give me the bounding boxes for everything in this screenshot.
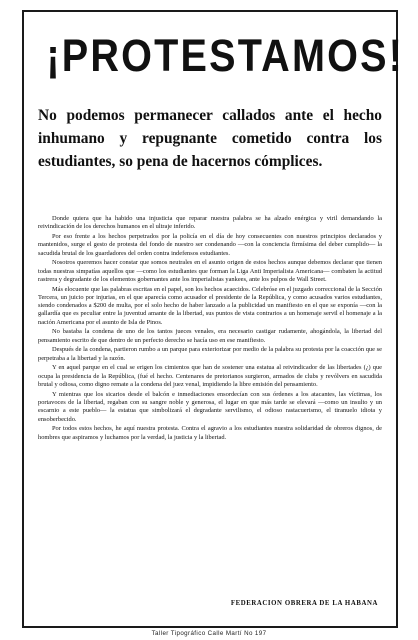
signature: FEDERACION OBRERA DE LA HABANA	[230, 600, 378, 607]
body-text	[38, 215, 382, 443]
body-paragraph: Y en aquel parque en el cual se erigen los cimientos que han de sostener una estatua al reivindicador de las libertades (¿) que ocupa la presidencia de la República, (fué el hecho. Centenares de pretorianos surgieron, armados de clubs y revólvers en sacudida brutal y odiosa, como digno remate a la condena del juez venal, impidiendo la libre emisión del pensamiento.	[38, 364, 382, 388]
protest-flyer	[22, 10, 405, 628]
body-paragraph: Por todos estos hechos, he aquí nuestra protesta. Contra el agravio a los estudiantes nuestra solidaridad de obreros dignos, de hombres que aspiramos y luchamos por la verdad, la justicia y la libertad.	[38, 425, 382, 441]
printer-footer: Taller Tipográfico Calle Martí No 197	[151, 630, 267, 637]
body-paragraph: Por eso frente a los hechos perpetrados por la policía en el día de hoy consecuentes con nuestros principios declarados y mantenidos, surge el gesto de protesta del fondo de nuestro ser condenando —con la conciencia firmísima del deber cumplido— la sacudida brutal de los guardadores del orden contra indefensos estudiantes.	[38, 232, 382, 257]
subheadline: No podemos permanecer callados ante el hecho inhumano y repugnante cometido contra los estudiantes, so pena de hacernos cómplices.	[38, 107, 382, 170]
body-paragraph: Más elocuente que las palabras escritas en el papel, son los hechos acaecidos. Celebróse en el juzgado correccional de la Sección Tercera, un juicio por injurias, en el que aparecía como acusador el presidente de la República, y como acusados varios estudiantes, siendo condenados a $200 de multa, por el solo hecho de haber lanzado a la publicidad un manifiesto en el que se exponía —con la gallardía que es peculiar entre la juventud amante de la libertad, sus puntos de vista contrarios a un homenaje servil el homenaje a la nación Americana por el asunto de Isla de Pinos.	[38, 285, 382, 326]
body-paragraph: Y mientras que los sicarios desde el balcón e inmediaciones ensordecían con sus órdenes a los atacantes, las víctimas, los portavoces de la libertad, regaban con su sangre noble y generosa, el lugar en que más tarde se elevará —como un insulto y un escarnio a este pueblo— la estatua que simbolizará el degradante servilismo, el odioso rastacuerismo, el tiranuelo idiota y ensoberbecido.	[38, 390, 382, 423]
body-paragraph: Nosotros queremos hacer constar que somos neutrales en el asunto origen de estos hechos aunque debemos declarar que tienen todas nuestras simpatías aquellos que —como los estudiantes que forman la Liga Anti Imperialista Americana— combaten la actitud rastrera y degradante de los elementos gobernantes ante los imperialistas yankees, ante los pulpos de Wall Street.	[38, 259, 382, 283]
headline: ¡PROTESTAMOS!	[46, 30, 405, 81]
body-paragraph: Donde quiera que ha habido una injusticia que reparar nuestra palabra se ha alzado enérgica y viril demandando la reivindicación de los derechos humanos en el ultraje inferido.	[38, 215, 382, 231]
body-paragraph: No bastaba la condena de uno de los tantos jueces venales, era necesario castigar rudamente, ahogándola, la libertad del pensamiento escrito de que dentro de un perfecto derecho se hacía uso en ese manifiesto.	[38, 328, 382, 344]
body-paragraph: Después de la condena, partieron rumbo a un parque para exteriorizar por medio de la palabra su protesta por la coacción que se perpetraba a la libertad y la razón.	[38, 346, 382, 362]
